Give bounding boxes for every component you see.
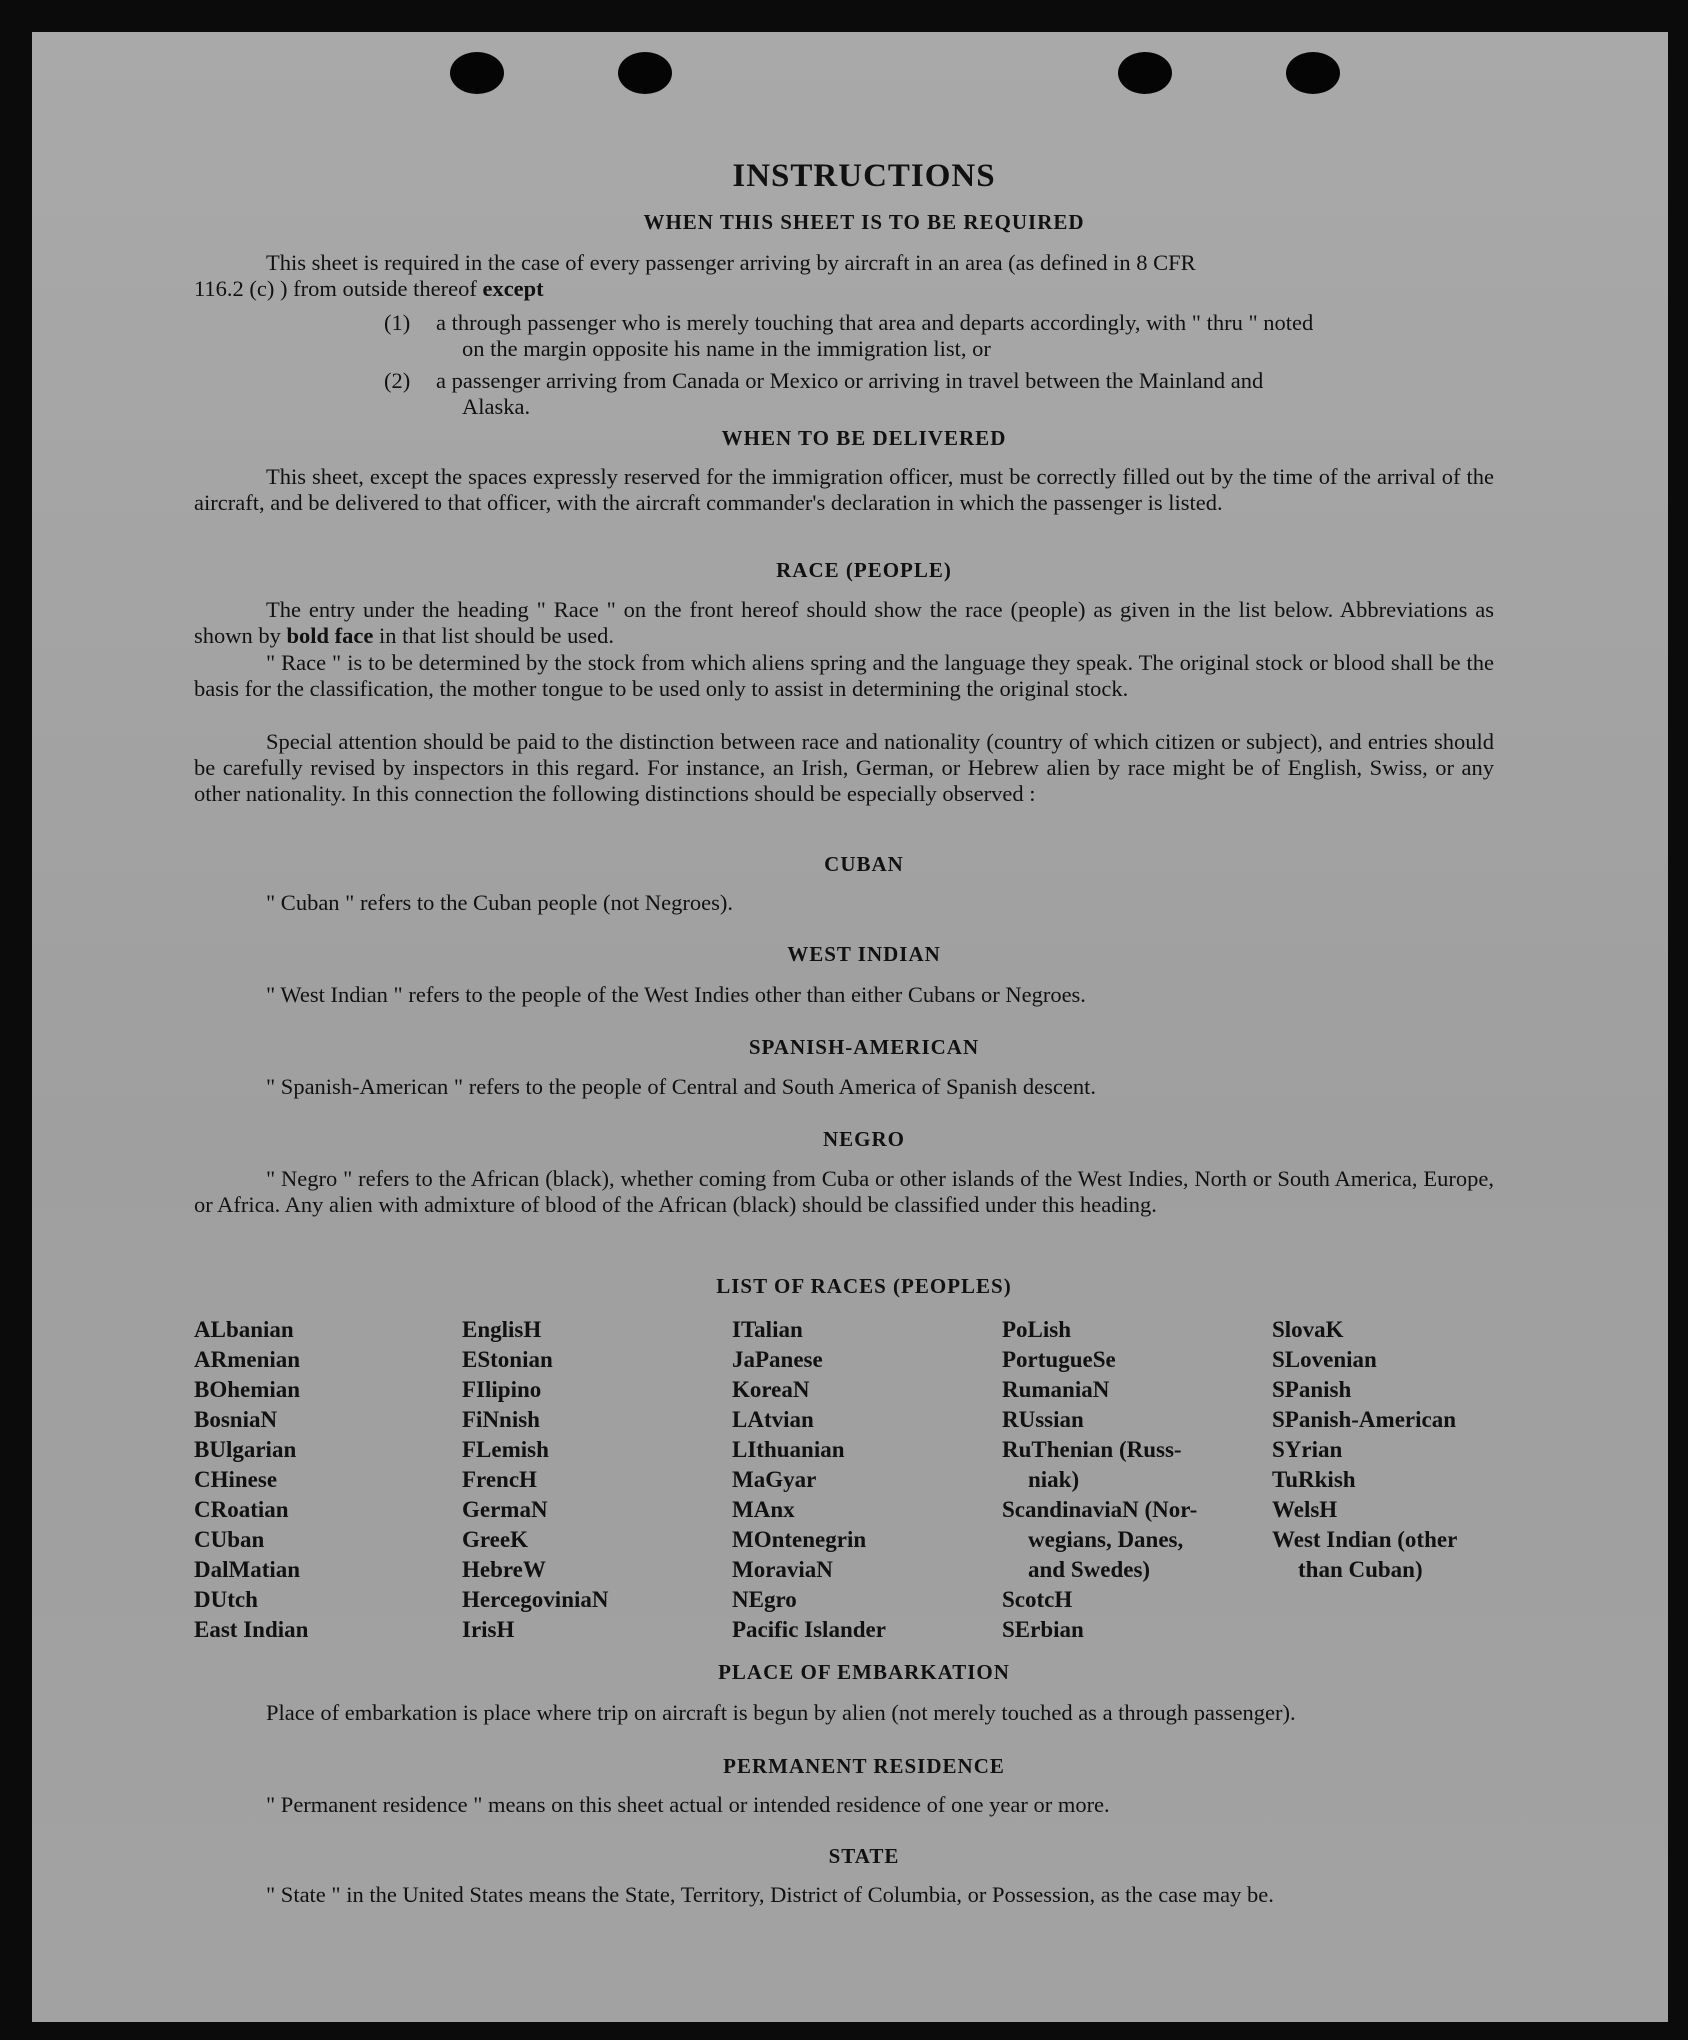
heading-list-of-races: LIST OF RACES (PEOPLES) xyxy=(716,1274,1012,1298)
race-entry: FIlipino xyxy=(462,1377,542,1402)
paragraph-race-1: The entry under the heading " Race " on the front hereof should show the race (people) as given in the list below. Abbreviations as shown by bold face in that list should be used. xyxy=(194,597,1494,648)
race-entry: EStonian xyxy=(462,1347,553,1372)
race-entry: SYrian xyxy=(1272,1437,1343,1462)
race-entry: FiNnish xyxy=(462,1407,540,1432)
race-entry: Pacific Islander xyxy=(732,1617,886,1642)
race-column-1 xyxy=(194,1315,308,1645)
race-entry: CRoatian xyxy=(194,1497,289,1522)
heading-when-delivered: WHEN TO BE DELIVERED xyxy=(721,426,1007,450)
race-entry: EnglisH xyxy=(462,1317,542,1342)
heading-race: RACE (PEOPLE) xyxy=(776,558,952,582)
paragraph-negro: " Negro " refers to the African (black), whether coming from Cuba or other islands of the West Indies, North or South America, Europe, or Africa. Any alien with admixture of blood of the African (black) should be classified under this heading. xyxy=(194,1166,1494,1217)
race-entry: LAtvian xyxy=(732,1407,814,1432)
race-entry: SPanish-American xyxy=(1272,1407,1456,1432)
punch-hole xyxy=(1286,52,1340,94)
race-entry-continuation: niak) xyxy=(1028,1467,1080,1492)
race-entry: LIthuanian xyxy=(732,1437,845,1462)
race-entry: CHinese xyxy=(194,1467,278,1492)
paragraph-spanish-american: " Spanish-American " refers to the people of Central and South America of Spanish descent. xyxy=(266,1074,1097,1099)
paragraph-embarkation: Place of embarkation is place where trip on aircraft is begun by alien (not merely touched as a through passenger). xyxy=(266,1700,1296,1725)
race-entry: HebreW xyxy=(462,1557,546,1582)
race-entry: RumaniaN xyxy=(1002,1377,1110,1402)
race-entry: ScotcH xyxy=(1002,1587,1073,1612)
race-column-5 xyxy=(1272,1315,1457,1585)
race-entry-continuation: and Swedes) xyxy=(1028,1557,1151,1582)
paragraph-when-required xyxy=(194,250,1494,302)
race-entry: ALbanian xyxy=(194,1317,294,1342)
intro-line-1: This sheet is required in the case of every passenger arriving by aircraft in an area (as defined in 8 CFR xyxy=(266,250,1196,275)
race-entry: KoreaN xyxy=(732,1377,810,1402)
race-entry: ITalian xyxy=(732,1317,803,1342)
race-entry: CUban xyxy=(194,1527,265,1552)
race-entry: TuRkish xyxy=(1272,1467,1356,1492)
paragraph-race-2: " Race " is to be determined by the stock from which aliens spring and the language they speak. The original stock or blood shall be the basis for the classification, the mother tongue to be used only to assist in determining the original stock. xyxy=(194,650,1494,701)
race-entry: WelsH xyxy=(1272,1497,1338,1522)
punch-hole xyxy=(450,52,504,94)
race-entry: RuThenian (Russ- xyxy=(1002,1437,1182,1462)
race-entry: SPanish xyxy=(1272,1377,1352,1402)
race-entry: SErbian xyxy=(1002,1617,1084,1642)
race-entry: NEgro xyxy=(732,1587,797,1612)
race-entry: GreeK xyxy=(462,1527,528,1552)
paragraph-when-delivered: This sheet, except the spaces expressly reserved for the immigration officer, must be correctly filled out by the time of the arrival of the aircraft, and be delivered to that officer, with the aircraft commander's declaration in which the passenger is listed. xyxy=(194,464,1494,515)
race-entry: ARmenian xyxy=(194,1347,301,1372)
race-column-2 xyxy=(462,1315,609,1645)
document-sheet: INSTRUCTIONS WHEN THIS SHEET IS TO BE REQUIRED This sheet is required in the case of every passenger arriving by aircraft in an area (as defined in 8 CFR 116.2 (c) ) from outside thereof except (1) a through passenger who is merely touching that area and departs accordingly, with " thru " noted on the margin opposite his name in the immigration list, or (2) a passenger arriving from Canada or Mexico or arriving in travel between the Mainland and Alaska. WHEN TO BE DELIVERED This sheet, except the spaces expressly reserved for the immigration officer, must be correctly filled out by the time of the arrival of the aircraft, and be delivered to that officer, with the aircraft commander's declaration in which the passenger is listed. RACE (PEOPLE) The entry under the heading " Race " on the front hereof should show the race (people) as given in the list below. Abbreviations as shown by bold face in that list should be used. " Race " is to be determined by the stock from which aliens spring and the language they speak. The original stock or blood shall be the basis for the classification, the mother tongue to be used only to assist in determining the original stock. Special attention should be paid to the distinction between race and nationality (country of which citizen or subject), and entries should be carefully revised by inspectors in this regard. For instance, an Irish, German, or Hebrew alien by race might be of English, Swiss, or any other nationality. In this connection the following distinctions should be especially observed : CUBAN " Cuban " refers to the Cuban people (not Negroes). WEST INDIAN " West Indian " refers to the people of the West Indies other than either Cubans or Negroes. SPANISH-AMERICAN " Spanish-American " refers to the people of Central and South America of Spanish descent. NEGRO " Negro " refers to the African (black), whether coming from Cuba or other islands of the West Indies, North or South America, Europe, or Africa. Any alien with admixture of blood of the African (black) should be classified under this heading. LIST OF RACES (PEOPLES) ALbanian ARmenian BOhemian BosniaN BUlgarian CHinese CRoatian CUban DalMatian DUtch East Indian EnglisH EStonian FIlipino FiNnish FLemish FrencH GermaN GreeK HebreW HercegoviniaN IrisH ITalian JaPanese KoreaN LAtvian LIthuanian MaGyar MAnx MOntenegrin MoraviaN NEgro Pacific Islander PoLish PortugueSe RumaniaN RUssian RuThenian (Russ- niak) ScandinaviaN (Nor- wegians, Danes, and Swedes) ScotcH SErbian SlovaK SLovenian SPanish SPanish-American SYrian TuRkish WelsH West Indian (other than Cuban) PLACE OF EMBARKATION Place of embarkation is place where trip on aircraft is begun by alien (not merely touched as a through passenger). PERMANENT RESIDENCE " Permanent residence " means on this sheet actual or intended residence of one year or more. STATE " State " in the United States means the State, Territory, District of Columbia, or Possession, as the case may be. xyxy=(32,32,1668,2022)
race-entry: DUtch xyxy=(194,1587,258,1612)
race-entry: PortugueSe xyxy=(1002,1347,1116,1372)
heading-residence: PERMANENT RESIDENCE xyxy=(723,1754,1005,1778)
race-entry: MOntenegrin xyxy=(732,1527,867,1552)
heading-embarkation: PLACE OF EMBARKATION xyxy=(718,1660,1010,1684)
race-entry: MoraviaN xyxy=(732,1557,833,1582)
race-entry-continuation: wegians, Danes, xyxy=(1028,1527,1184,1552)
race-entry: BosniaN xyxy=(194,1407,278,1432)
heading-west-indian: WEST INDIAN xyxy=(787,942,941,966)
race-entry: RUssian xyxy=(1002,1407,1084,1432)
paragraph-race-3: Special attention should be paid to the distinction between race and nationality (country of which citizen or subject), and entries should be carefully revised by inspectors in this regard. For instance, an Irish, German, or Hebrew alien by race might be of English, Swiss, or any other nationality. In this connection the following distinctions should be especially observed : xyxy=(194,729,1494,806)
race-entry: ScandinaviaN (Nor- xyxy=(1002,1497,1198,1522)
race-entry: JaPanese xyxy=(732,1347,823,1372)
race-entry: SLovenian xyxy=(1272,1347,1377,1372)
race-column-4 xyxy=(1002,1315,1197,1645)
heading-when-required: WHEN THIS SHEET IS TO BE REQUIRED xyxy=(643,210,1085,234)
race-entry: MAnx xyxy=(732,1497,795,1522)
race-entry: GermaN xyxy=(462,1497,548,1522)
race-entry: BOhemian xyxy=(194,1377,301,1402)
race-entry: PoLish xyxy=(1002,1317,1072,1342)
race-entry: MaGyar xyxy=(732,1467,817,1492)
race-entry: HercegoviniaN xyxy=(462,1587,609,1612)
paragraph-state: " State " in the United States means the State, Territory, District of Columbia, or Possession, as the case may be. xyxy=(266,1882,1274,1907)
punch-hole xyxy=(1118,52,1172,94)
race-entry: West Indian (other xyxy=(1272,1527,1458,1552)
race-column-3 xyxy=(732,1315,886,1645)
heading-negro: NEGRO xyxy=(822,1127,905,1151)
race-entry: BUlgarian xyxy=(194,1437,297,1462)
heading-spanish-american: SPANISH-AMERICAN xyxy=(748,1035,980,1059)
race-entry: IrisH xyxy=(462,1617,515,1642)
race-entry-continuation: than Cuban) xyxy=(1298,1557,1423,1582)
race-entry: East Indian xyxy=(194,1617,309,1642)
page-title: INSTRUCTIONS xyxy=(732,158,996,194)
race-entry: DalMatian xyxy=(194,1557,301,1582)
paragraph-west-indian: " West Indian " refers to the people of the West Indies other than either Cubans or Negroes. xyxy=(266,982,1086,1007)
paragraph-residence: " Permanent residence " means on this sheet actual or intended residence of one year or more. xyxy=(266,1792,1110,1817)
race-entry: SlovaK xyxy=(1272,1317,1344,1342)
heading-state: STATE xyxy=(828,1844,900,1868)
paragraph-cuban: " Cuban " refers to the Cuban people (not Negroes). xyxy=(266,890,733,915)
race-entry: FrencH xyxy=(462,1467,537,1492)
race-entry: FLemish xyxy=(462,1437,549,1462)
punch-hole xyxy=(618,52,672,94)
intro-line-2: 116.2 (c) ) from outside thereof except xyxy=(194,276,544,301)
heading-cuban: CUBAN xyxy=(824,852,904,876)
